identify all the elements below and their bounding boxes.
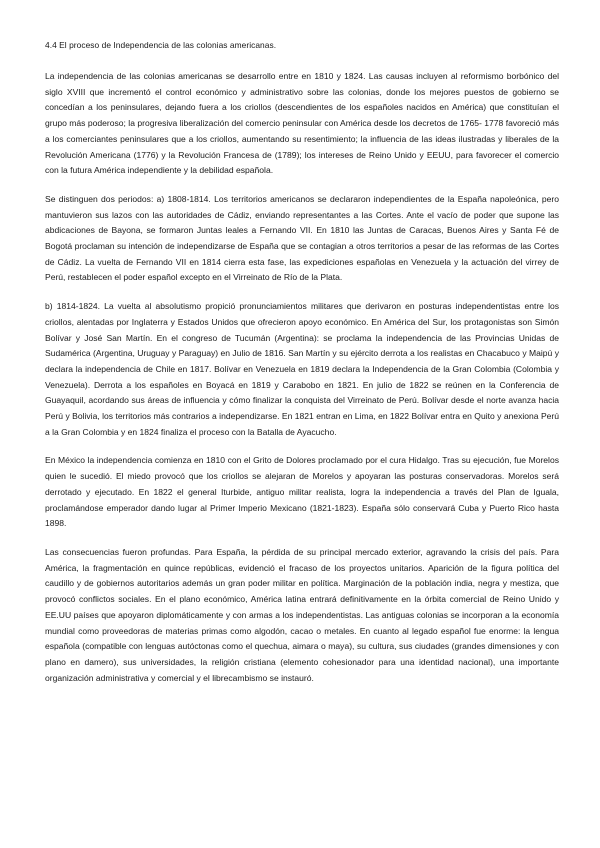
- section-heading: 4.4 El proceso de Independencia de las colonias americanas.: [45, 40, 277, 50]
- paragraph-causes: La independencia de las colonias americanas se desarrollo entre en 1810 y 1824. Las causas incluyen al reformismo borbónico del siglo XVIII que incrementó el control económico y administrativo sobre las colonias, donde los mejores puestos de gobierno se concedían a los peninsulares, dejando fuera a los criollos (descendientes de los españoles nacidos en América) que constituían el grupo más poderoso; la progresiva liberalización del comercio peninsular con América desde los decretos de 1765- 1778 favoreció más a los comerciantes peninsulares que a los criollos, aumentando su resentimiento; la influencia de las ideas ilustradas y liberales de la Revolución Americana (1776) y la Revolución Francesa de (1789); los intereses de Reino Unido y EEUU, para favorecer el comercio con la futura América independiente y la debilidad española.: [45, 71, 559, 176]
- document-page: [45, 40, 559, 699]
- paragraph-consequences: Las consecuencias fueron profundas. Para España, la pérdida de su principal mercado exterior, agravando la crisis del país. Para América, la fragmentación en quince repúblicas, evidenció el fracaso de los proyectos unitarios. Aparición de la figura política del caudillo y de gobiernos autoritarios además un gran poder militar en política. Marginación de la población india, negra y mestiza, que provocó conflictos sociales. En el plano económico, América latina entrará definitivamente en la órbita comercial de Reino Unido y EE.UU países que apoyaron diplomáticamente y con armas a los independentistas. Las antiguas colonias se incorporan a la economía mundial como proveedoras de materias primas como algodón, cacao o metales. En cuanto al legado español fue enorme: la lengua española (compatible con lenguas autóctonas como el quechua, aimara o maya), su cultura, sus ciudades (grandes dimensiones y con plano en damero), sus universidades, la religión cristiana (elemento cohesionador para una identidad nacional), una importante organización administrativa y comercial y el librecambismo se instauró.: [45, 546, 559, 683]
- paragraph-period-1814-1824: b) 1814-1824. La vuelta al absolutismo propició pronunciamientos militares que derivaron en posturas independentistas entre los criollos, alentadas por Inglaterra y Estados Unidos que ofrecieron apoyo económico. En América del Sur, los protagonistas son Simón Bolívar y José San Martín. En el congreso de Tucumán (Argentina): se proclama la independencia de las Provincias Unidas de Sudamérica (Argentina, Uruguay y Paraguay) en Julio de 1816. San Martín y su ejército derrota a los realistas en Chacabuco y Maipú y declara la independencia de Chile en 1817. Bolívar en Venezuela en 1819 declara la Independencia de la Gran Colombia (Colombia y Venezuela). Derrota a los españoles en Boyacá en 1819 y Carabobo en 1821. En julio de 1822 se reúnen en la Conferencia de Guayaquil, acordando sus áreas de influencia y cómo finalizar la conquista del Virreinato de Perú. Bolívar desde el norte avanza hacia Perú y Bolivia, los territorios más contrarios a independizarse. En 1821 entran en Lima, en 1822 Bolívar entra en Quito y anexiona Perú a la Gran Colombia y en 1824 finaliza el proceso con la Batalla de Ayacucho.: [45, 301, 559, 437]
- paragraph-mexico: En México la independencia comienza en 1810 con el Grito de Dolores proclamado por el cura Hidalgo. Tras su ejecución, fue Morelos quien le sucedió. El miedo provocó que los criollos se alejaran de Morelos y apoyaran las posturas conservadoras. Morelos será derrotado y ejecutado. En 1822 el general Iturbide, antiguo militar realista, logra la independencia a través del Plan de Iguala, proclamándose emperador dando lugar al Primer Imperio Mexicano (1821-1823). España sólo conservará Cuba y Puerto Rico hasta 1898.: [45, 455, 559, 529]
- paragraph-period-1808-1814: Se distinguen dos periodos: a) 1808-1814. Los territorios americanos se declararon independientes de la España napoleónica, pero mantuvieron sus lazos con las autoridades de Cádiz, enviando representantes a las Cortes. Ante el vacío de poder que supone las abdicaciones de Bayona, se formaron Juntas leales a Fernando VII. En 1810 las Juntas de Caracas, Buenos Aires y Santa Fé de Bogotá proclaman su intención de independizarse de España que se contagian a otros territorios a pesar de las reformas de las Cortes de Cádiz. La vuelta de Fernando VII en 1814 cierra esta fase, las expediciones españolas en Venezuela y la actuación del virrey de Perú, restablecen el poder español excepto en el Virreinato de Río de la Plata.: [45, 193, 559, 283]
